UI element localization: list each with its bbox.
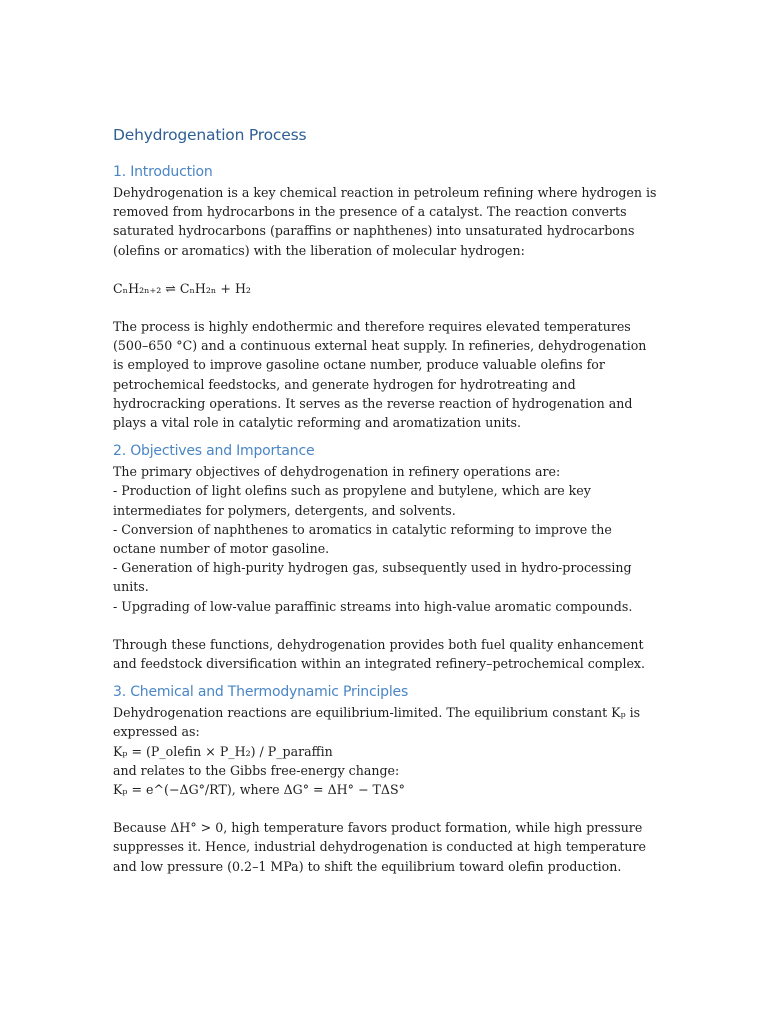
principles-paragraph: Dehydrogenation reactions are equilibrium-limited. The equilibrium constant Kₚ is expressed as: [113,705,641,740]
section-heading-principles: 3. Chemical and Thermodynamic Principles [113,684,409,701]
process-paragraph: The process is highly endothermic and therefore requires elevated temperatures (500–650 °C) and a continuous external heat supply. In refineries, dehydrogenation is employed to improve gasoline octane number, produce valuable olefins for petrochemical feedstocks, and generate hydrogen for hydrotreating and hydrocracking operations. It serves as the reverse reaction of hydrogenation and plays a vital role in catalytic reforming and aromatization units. [113,319,647,431]
gibbs-equation: Kₚ = e^(−ΔG°/RT), where ΔG° = ΔH° − TΔS° [113,782,405,798]
document-title: Dehydrogenation Process [113,126,307,144]
objective-item: - Generation of high-purity hydrogen gas, subsequently used in hydro-processing units. [113,560,632,595]
objective-item: - Upgrading of low-value paraffinic streams into high-value aromatic compounds. [113,598,633,614]
reaction-equation: CₙH₂ₙ₊₂ ⇌ CₙH₂ₙ + H₂ [113,280,251,296]
objective-item: - Conversion of naphthenes to aromatics in catalytic reforming to improve the octane number of motor gasoline. [113,521,612,557]
equilibrium-constant-equation: Kₚ = (P_olefin × P_H₂) / P_paraffin [113,743,333,759]
document-page [113,122,658,876]
section-heading-objectives: 2. Objectives and Importance [113,443,315,460]
objective-item: - Production of light olefins such as propylene and butylene, which are key intermediates for polymers, detergents, and solvents. [113,483,591,518]
objectives-summary: Through these functions, dehydrogenation provides both fuel quality enhancement and feedstock diversification within an integrated refinery–petrochemical complex. [113,636,646,672]
section-heading-introduction: 1. Introduction [113,164,213,180]
gibbs-relation-text: and relates to the Gibbs free-energy change: [113,762,400,778]
introduction-paragraph: Dehydrogenation is a key chemical reaction in petroleum refining where hydrogen is removed from hydrocarbons in the presence of a catalyst. The reaction converts saturated hydrocarbons (paraffins or naphthenes) into unsaturated hydrocarbons (olefins or aromatics) with the liberation of molecular hydrogen: [113,185,657,258]
objectives-intro: The primary objectives of dehydrogenation in refinery operations are: [113,464,561,480]
conditions-paragraph: Because ΔH° > 0, high temperature favors product formation, while high pressure suppresses it. Hence, industrial dehydrogenation is conducted at high temperature and low pressure (0.2–1 MPa) to shift the equilibrium toward olefin production. [113,820,646,874]
